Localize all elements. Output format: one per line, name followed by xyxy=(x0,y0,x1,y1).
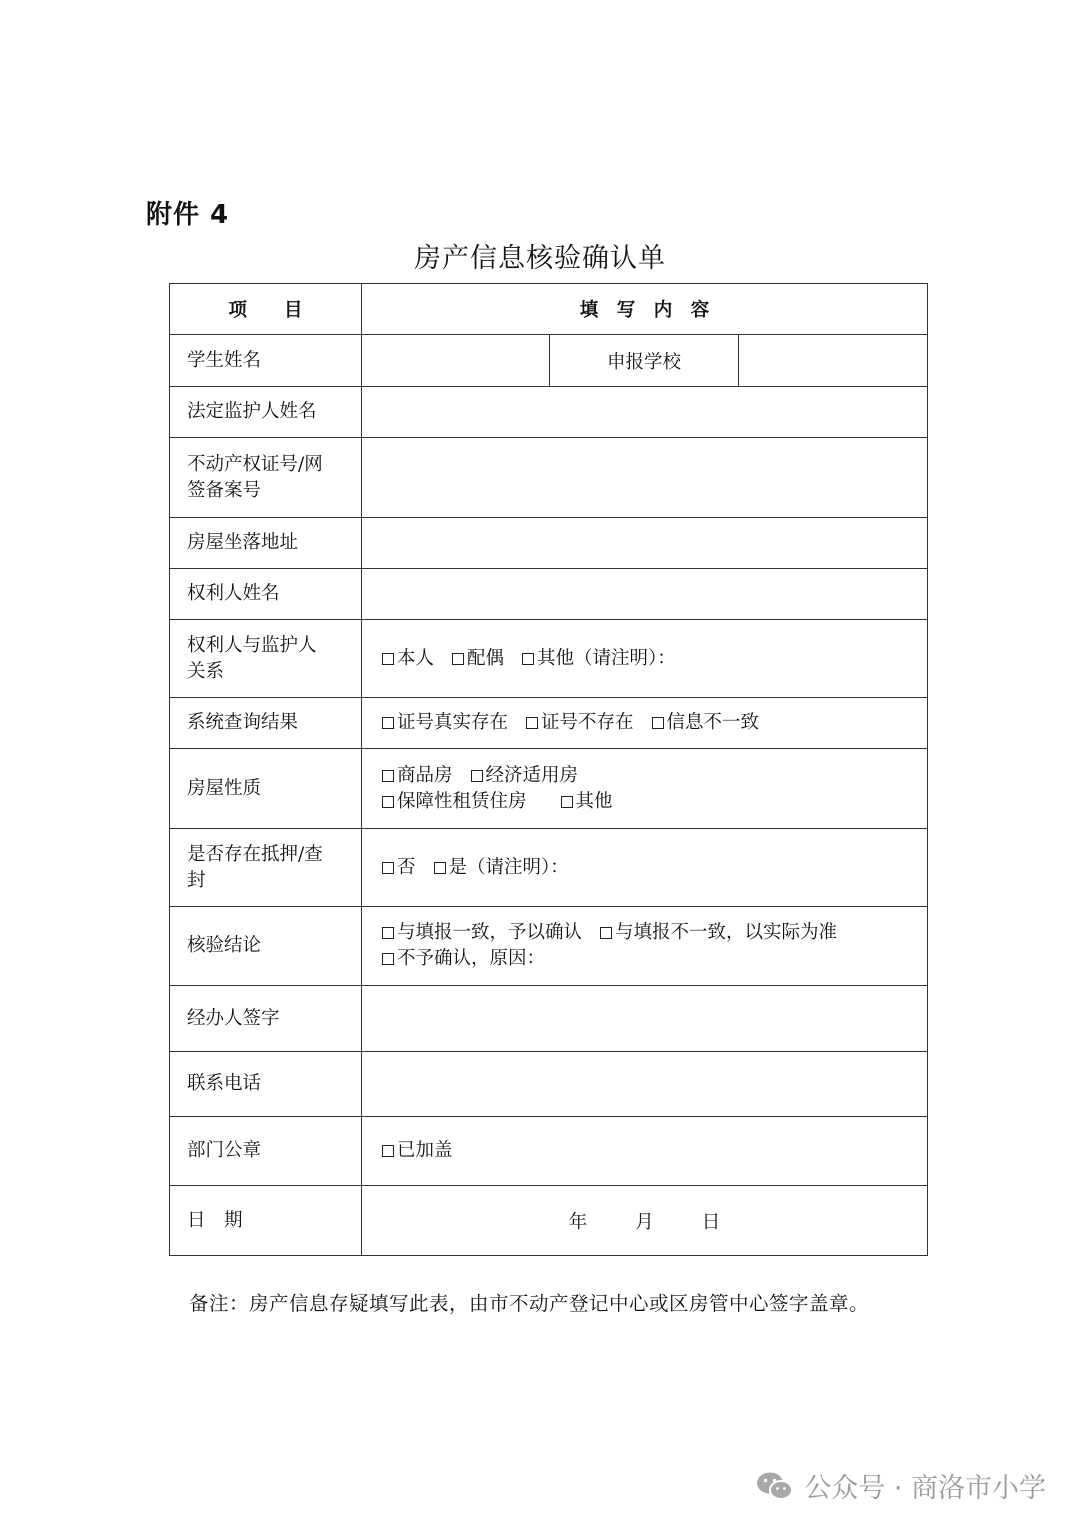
row-relation xyxy=(170,620,928,698)
date-month: 月 xyxy=(635,1211,654,1233)
owner-name-label: 权利人姓名 xyxy=(170,569,362,620)
row-property-cert xyxy=(170,438,928,518)
header-content: 填 写 内 容 xyxy=(362,284,928,335)
relation-option-other[interactable]: 其他（请注明）： xyxy=(522,646,676,672)
checkbox-icon xyxy=(452,653,464,665)
checkbox-icon xyxy=(382,927,394,939)
date-year: 年 xyxy=(568,1211,588,1233)
footnote: 备注：房产信息存疑填写此表，由市不动产登记中心或区房管中心签字盖章。 xyxy=(189,1292,870,1315)
relation-label: 权利人与监护人关系 xyxy=(170,620,362,698)
checkbox-icon xyxy=(382,717,394,729)
checkbox-icon xyxy=(382,653,394,665)
conclusion-options xyxy=(362,907,928,986)
row-guardian xyxy=(170,387,928,438)
row-seal xyxy=(170,1117,928,1186)
seal-label: 部门公章 xyxy=(170,1117,362,1186)
checkbox-icon xyxy=(471,770,483,782)
row-mortgage xyxy=(170,829,928,907)
row-address xyxy=(170,518,928,569)
student-name-label: 学生姓名 xyxy=(170,335,362,387)
handler-sign-label: 经办人签字 xyxy=(170,986,362,1052)
row-query-result xyxy=(170,698,928,749)
type-option-commercial[interactable]: 商品房 xyxy=(382,763,453,789)
handler-sign-field[interactable] xyxy=(362,986,928,1052)
relation-options xyxy=(362,620,928,698)
wechat-icon xyxy=(756,1471,794,1501)
mortgage-label: 是否存在抵押/查封 xyxy=(170,829,362,907)
checkbox-icon xyxy=(522,653,534,665)
row-property-type xyxy=(170,749,928,829)
property-cert-field[interactable] xyxy=(362,438,928,518)
conclusion-label: 核验结论 xyxy=(170,907,362,986)
query-option-not-exists[interactable]: 证号不存在 xyxy=(526,710,634,736)
form-title: 房产信息核验确认单 xyxy=(414,243,666,274)
row-conclusion xyxy=(170,907,928,986)
checkbox-icon xyxy=(652,717,664,729)
property-type-label: 房屋性质 xyxy=(170,749,362,829)
type-option-rental[interactable]: 保障性租赁住房 xyxy=(382,789,527,815)
row-handler-sign xyxy=(170,986,928,1052)
student-name-cell xyxy=(362,335,928,387)
checkbox-icon xyxy=(382,1145,394,1157)
mortgage-options xyxy=(362,829,928,907)
query-result-label: 系统查询结果 xyxy=(170,698,362,749)
apply-school-label: 申报学校 xyxy=(550,335,739,386)
date-field[interactable] xyxy=(362,1186,928,1256)
header-item: 项 目 xyxy=(170,284,362,335)
seal-options xyxy=(362,1117,928,1186)
row-student-name xyxy=(170,335,928,387)
query-result-options xyxy=(362,698,928,749)
checkbox-icon xyxy=(382,862,394,874)
query-option-mismatch[interactable]: 信息不一致 xyxy=(652,710,760,736)
header-row xyxy=(170,284,928,335)
checkbox-icon xyxy=(600,927,612,939)
row-phone xyxy=(170,1052,928,1117)
checkbox-icon xyxy=(434,862,446,874)
address-field[interactable] xyxy=(362,518,928,569)
type-option-other[interactable]: 其他 xyxy=(561,789,613,815)
conclusion-option-actual[interactable]: 与填报不一致，以实际为准 xyxy=(600,920,837,946)
checkbox-icon xyxy=(561,796,573,808)
mortgage-option-no[interactable]: 否 xyxy=(382,855,416,881)
checkbox-icon xyxy=(382,796,394,808)
checkbox-icon xyxy=(526,717,538,729)
row-owner xyxy=(170,569,928,620)
checkbox-icon xyxy=(382,770,394,782)
address-label: 房屋坐落地址 xyxy=(170,518,362,569)
watermark-text: 公众号 · 商洛市小学 xyxy=(804,1473,1046,1504)
owner-name-field[interactable] xyxy=(362,569,928,620)
date-day: 日 xyxy=(701,1211,721,1233)
type-option-affordable[interactable]: 经济适用房 xyxy=(471,763,579,789)
guardian-name-field[interactable] xyxy=(362,387,928,438)
verification-form-table xyxy=(169,283,928,1256)
conclusion-option-reject[interactable]: 不予确认，原因： xyxy=(382,946,545,972)
phone-label: 联系电话 xyxy=(170,1052,362,1117)
conclusion-option-confirm[interactable]: 与填报一致，予以确认 xyxy=(382,920,582,946)
relation-option-spouse[interactable]: 配偶 xyxy=(452,646,504,672)
watermark xyxy=(756,1466,1046,1505)
mortgage-option-yes[interactable]: 是（请注明）： xyxy=(434,855,569,881)
date-label: 日 期 xyxy=(170,1186,362,1256)
student-name-field[interactable] xyxy=(362,335,550,386)
apply-school-field[interactable] xyxy=(739,335,927,386)
guardian-name-label: 法定监护人姓名 xyxy=(170,387,362,438)
property-cert-label: 不动产权证号/网签备案号 xyxy=(170,438,362,518)
checkbox-icon xyxy=(382,953,394,965)
row-date xyxy=(170,1186,928,1256)
relation-option-self[interactable]: 本人 xyxy=(382,646,434,672)
query-option-exists[interactable]: 证号真实存在 xyxy=(382,710,508,736)
seal-option-stamped[interactable]: 已加盖 xyxy=(382,1138,453,1164)
attachment-label: 附件 4 xyxy=(146,200,230,230)
phone-field[interactable] xyxy=(362,1052,928,1117)
property-type-options xyxy=(362,749,928,829)
